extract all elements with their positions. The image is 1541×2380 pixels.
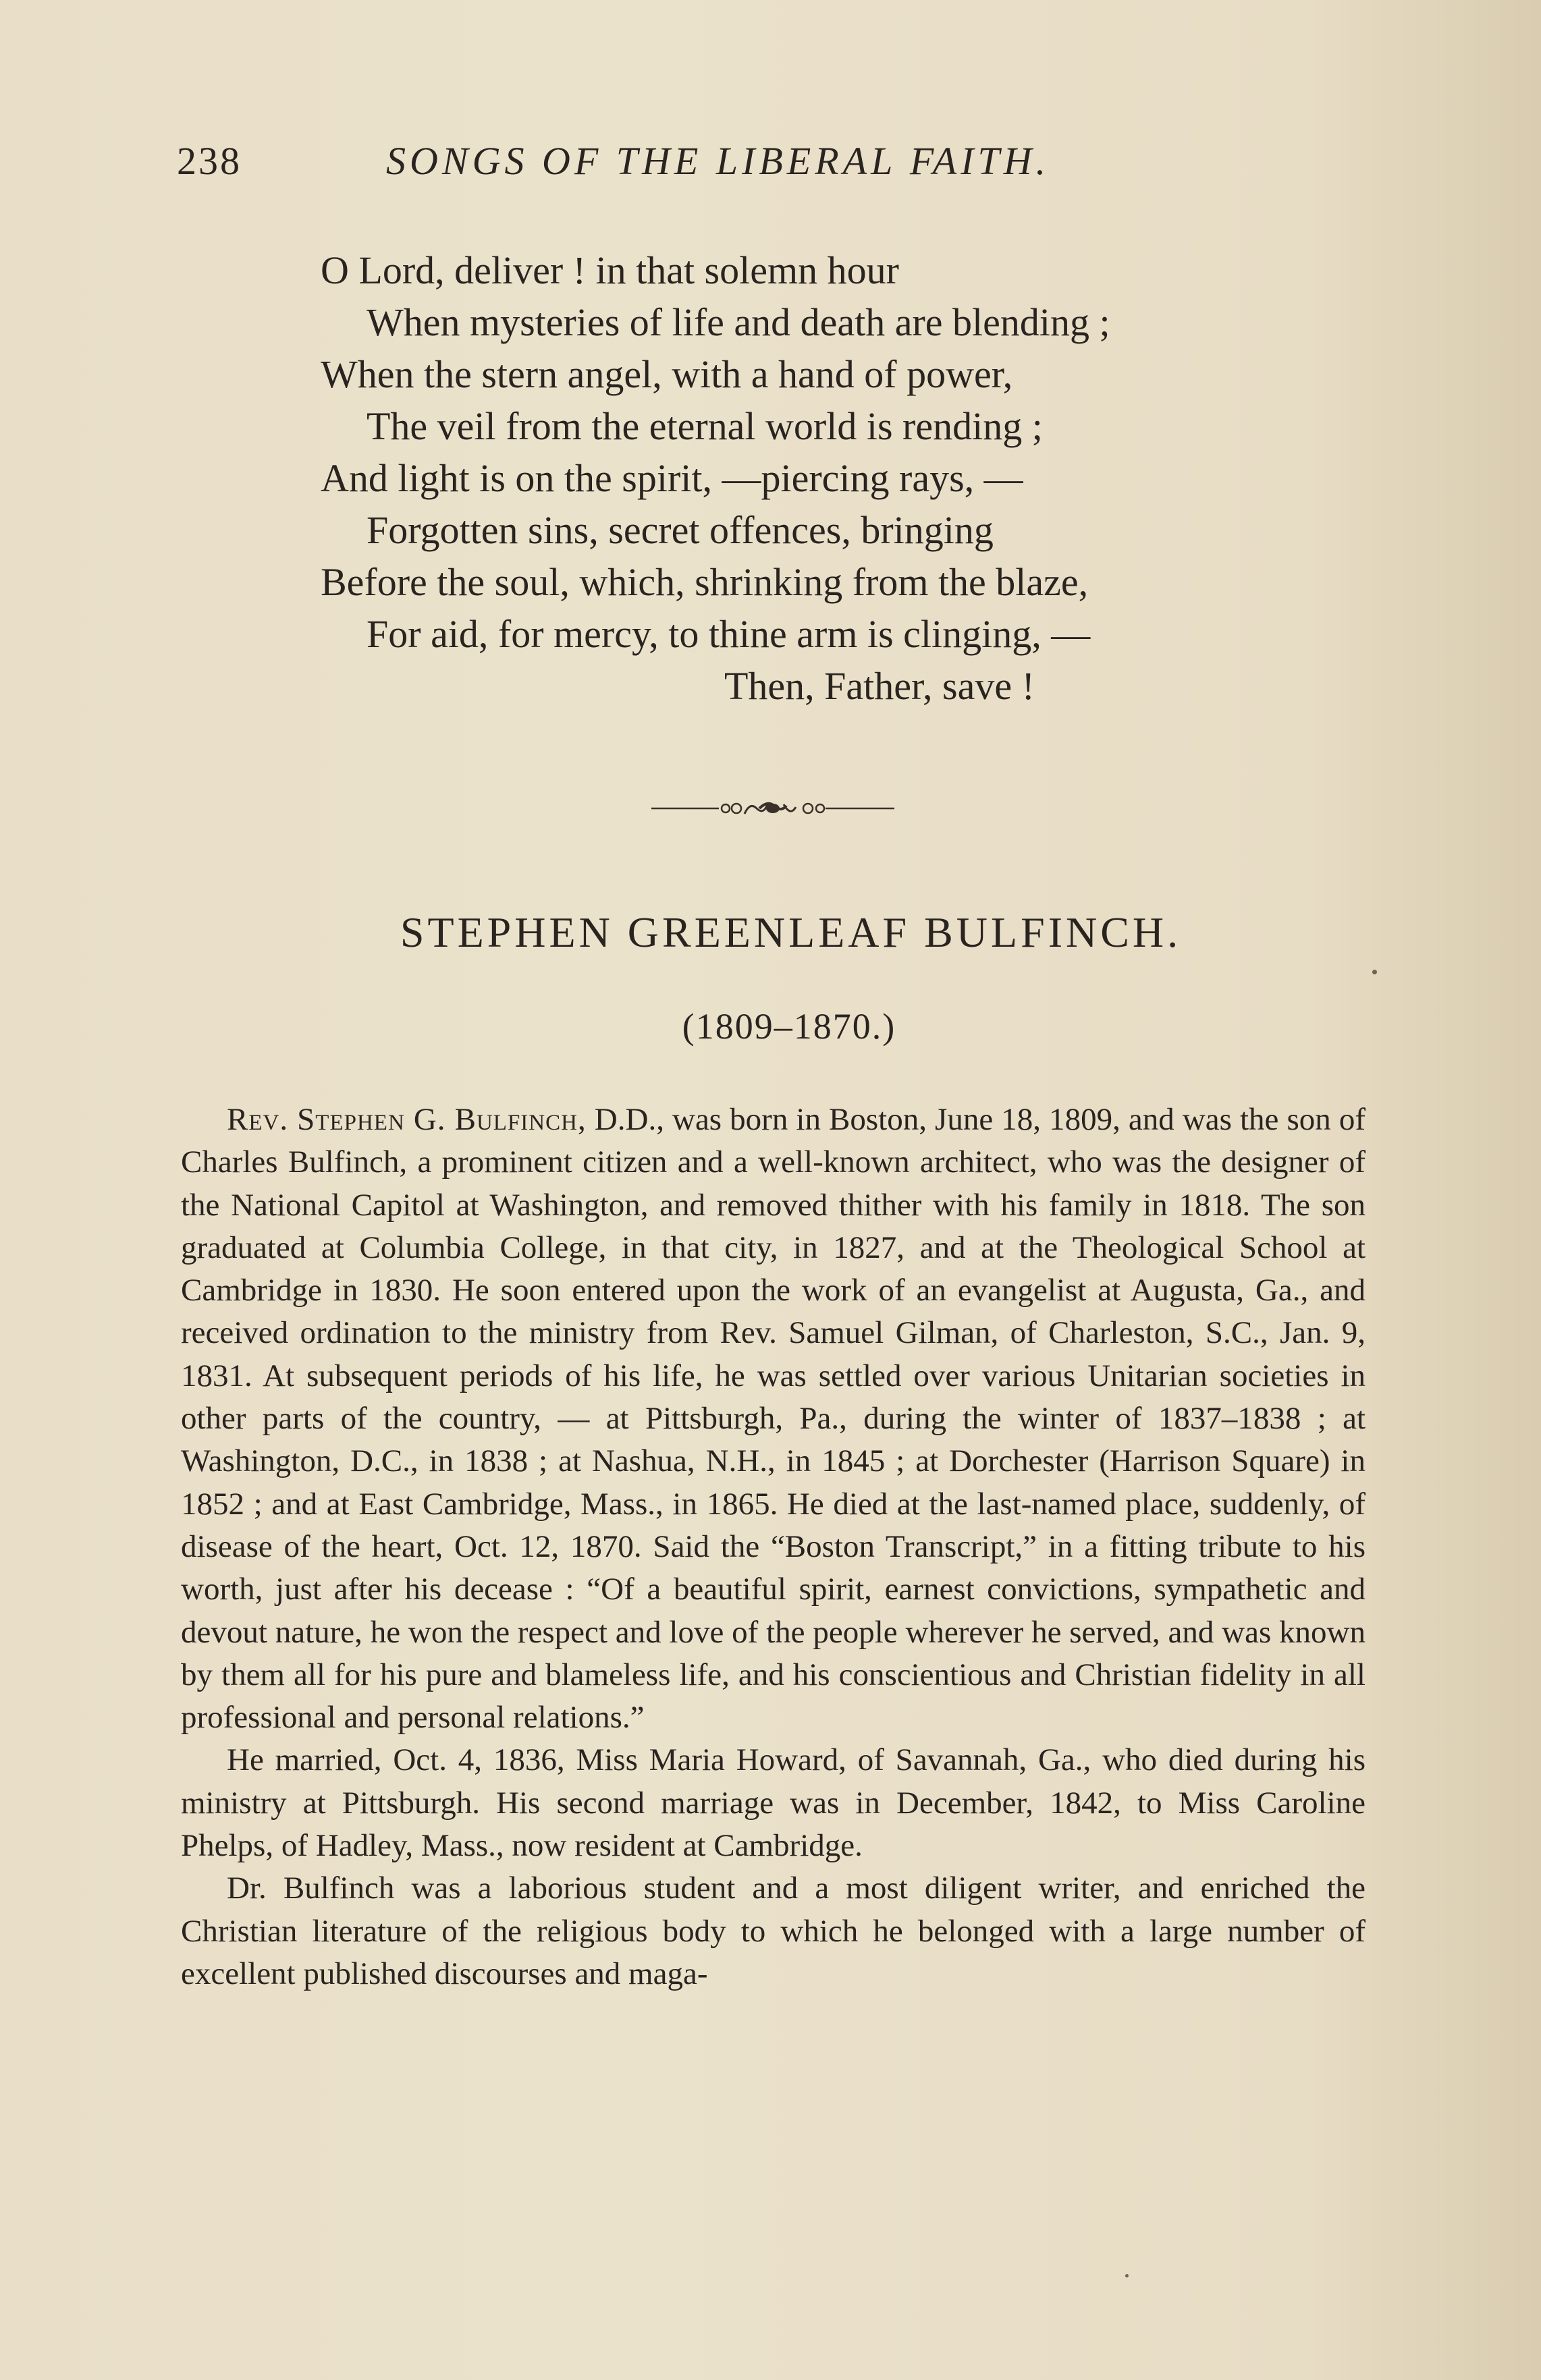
paragraph-text: D.D., was born in Boston, June 18, 1809, and was the son of Charles Bulfinch, a prominent citizen and a well-known architect, who was the designer of the National Capitol at Washington, and removed thither with his family in 1818. The son graduated at Columbia College, in that city, in 1827, and at the Theological School at Cambridge in 1830. He soon entered upon the work of an evangelist at Augusta, Ga., and received ordination to the ministry from Rev. Samuel Gilman, of Charleston, S.C., Jan. 9, 1831. At subsequent periods of his life, he was settled over various Unitarian societies in other parts of the country, — at Pittsburgh, Pa., during the winter of 1837–1838 ; at Washington, D.C., in 1838 ; at Nashua, N.H., in 1845 ; at Dorchester (Harrison Square) in 1852 ; and at East Cambridge, Mass., in 1865. He died at the last-named place, suddenly, of disease of the heart, Oct. 12, 1870. Said the “Boston Transcript,” in a fitting tribute to his worth, just after his decease : “Of a beautiful spirit, earnest convictions, sympathetic and devout nature, he won the respect and love of the people wherever he served, and was known by them all for his pure and blameless life, and his conscientious and Christian fidelity in all professional and personal relations.” — [181, 1102, 1366, 1736]
poem-line: Forgotten sins, secret offences, bringing — [367, 508, 994, 552]
poem-line: Then, Father, save ! — [724, 664, 1035, 708]
biography-text — [181, 1099, 1366, 1995]
running-title: SONGS OF THE LIBERAL FAITH. — [386, 139, 1050, 183]
poem-line: The veil from the eternal world is rending ; — [367, 404, 1043, 448]
poem-stanza — [321, 244, 1333, 712]
poem-line: For aid, for mercy, to thine arm is clinging, — — [367, 612, 1091, 656]
biography-dates: (1809–1870.) — [682, 1006, 896, 1047]
biography-paragraph: He married, Oct. 4, 1836, Miss Maria Howard, of Savannah, Ga., who died during his ministry at Pittsburgh. His second marriage was in December, 1842, to Miss Caroline Phelps, of Hadley, Mass., now resident at Cambridge. — [181, 1742, 1366, 1864]
running-head — [177, 138, 1257, 186]
biography-heading: STEPHEN GREENLEAF BULFINCH. — [400, 908, 1182, 956]
poem-line: O Lord, deliver ! in that solemn hour — [321, 248, 899, 292]
biography-paragraph: Dr. Bulfinch was a laborious student and a most diligent writer, and enriched the Christian literature of the religious body to which he belonged with a large number of excellent published discourses and maga- — [181, 1871, 1366, 1991]
poem-line: When mysteries of life and death are blending ; — [367, 300, 1110, 344]
poem-line: And light is on the spirit, —piercing rays, — — [321, 456, 1023, 500]
biography-paragraph — [181, 1099, 1366, 1739]
poem-line: Before the soul, which, shrinking from the blaze, — [321, 560, 1089, 604]
poem-line: When the stern angel, with a hand of power, — [321, 352, 1013, 396]
page-number: 238 — [177, 139, 242, 183]
section-divider-ornament-icon — [651, 796, 894, 821]
subject-name: Rev. Stephen G. Bulfinch, — [227, 1102, 587, 1137]
